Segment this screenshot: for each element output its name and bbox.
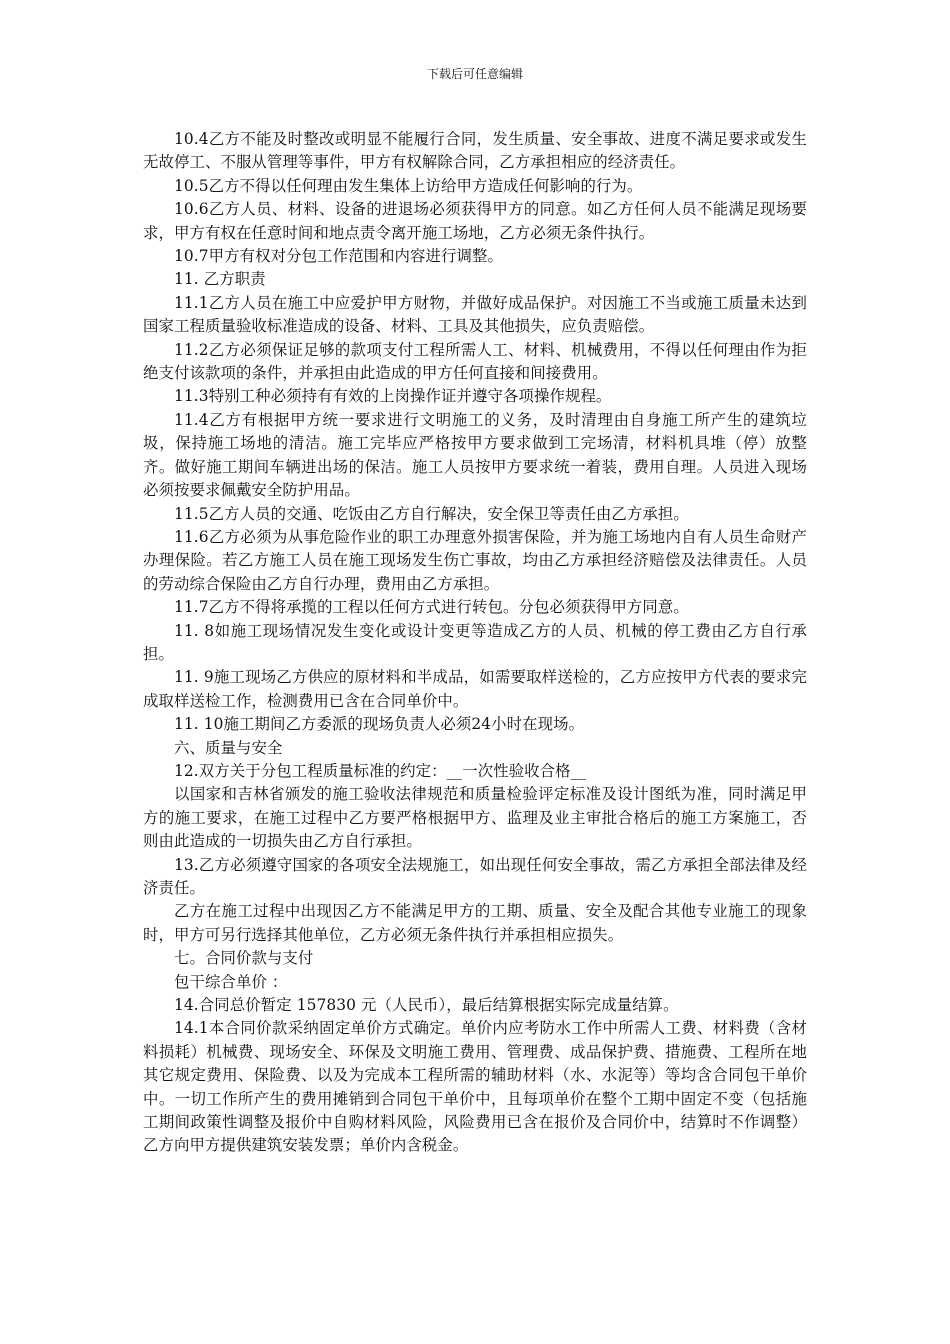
- clause-11-2: 11.2乙方必须保证足够的款项支付工程所需人工、材料、机械费用，不得以任何理由作为拒绝支付该款项的条件，并承担由此造成的甲方任何直接和间接费用。: [143, 340, 807, 383]
- clause-11-9: 11. 9施工现场乙方供应的原材料和半成品，如需要取样送检的，乙方应按甲方代表的要求完成取样送检工作，检测费用已含在合同单价中。: [143, 668, 807, 710]
- replacement-paragraph: 乙方在施工过程中出现因乙方不能满足甲方的工期、质量、安全及配合其他专业施工的现象时，甲方可另行选择其他单位，乙方必须无条件执行并承担相应损失。: [143, 902, 807, 944]
- clause-11-6: 11.6乙方必须为从事危险作业的职工办理意外损害保险，并为施工场地内自有人员生命财产办理保险。若乙方施工人员在施工现场发生伤亡事故，均由乙方承担经济赔偿及法律责任。人员的劳动综合保险由乙方自行办理，费用由乙方承担。: [143, 527, 807, 593]
- section-7-heading: 七。合同价款与支付: [174, 949, 314, 968]
- document-body: [143, 128, 807, 1158]
- clause-13: 13.乙方必须遵守国家的各项安全法规施工，如出现任何安全事故，需乙方承担全部法律及经济责任。: [143, 855, 807, 897]
- clause-11-3: 11.3特别工种必须持有有效的上岗操作证并遵守各项操作规程。: [174, 387, 612, 406]
- clause-14-1: 14.1本合同价款采纳固定单价方式确定。单价内应考防水工作中所需人工费、材料费（含材料损耗）机械费、现场安全、环保及文明施工费用、管理费、成品保护费、措施费、工程所在地其它规定费用、保险费、以及为完成本工程所需的辅助材料（水、水泥等）等均含合同包干单价中。一切工作所产生的费用摊销到合同包干单价中，且每项单价在整个工期中固定不变（包括施工期间政策性调整及报价中自购材料风险，风险费用已含在报价及合同价中，结算时不作调整）乙方向甲方提供建筑安装发票；单价内含税金。: [143, 1019, 807, 1155]
- clause-10-6: 10.6乙方人员、材料、设备的进退场必须获得甲方的同意。如乙方任何人员不能满足现场要求，甲方有权在任意时间和地点责令离开施工场地，乙方必须无条件执行。: [143, 200, 807, 242]
- clause-11-10: 11. 10施工期间乙方委派的现场负责人必须24小时在现场。: [174, 715, 585, 734]
- clause-11-1: 11.1乙方人员在施工中应爱护甲方财物，并做好成品保护。对因施工不当或施工质量未达到国家工程质量验收标准造成的设备、材料、工具及其他损失，应负责赔偿。: [143, 293, 807, 336]
- clause-12-fill: __一次性验收合格__: [446, 761, 587, 780]
- clause-11-8: 11. 8如施工现场情况发生变化或设计变更等造成乙方的人员、机械的停工费由乙方自行承担。: [143, 621, 807, 663]
- clause-10-7: 10.7甲方有权对分包工作范围和内容进行调整。: [174, 247, 503, 266]
- clause-12-prefix: 12.双方关于分包工程质量标准的约定：: [174, 761, 447, 780]
- clause-14: 14.合同总价暂定 157830 元（人民币），最后结算根据实际完成量结算。: [174, 996, 679, 1015]
- clause-11-5: 11.5乙方人员的交通、吃饭由乙方自行解决，安全保卫等责任由乙方承担。: [174, 504, 689, 523]
- section-6-heading: 六、质量与安全: [174, 738, 283, 757]
- quality-standard-paragraph: 以国家和吉林省颁发的施工验收法律规范和质量检验评定标准及设计图纸为准，同时满足甲方的施工要求，在施工过程中乙方要严格根据甲方、监理及业主审批合格后的施工方案施工，否则由此造成的一切损失由乙方自行承担。: [143, 785, 807, 851]
- clause-10-5: 10.5乙方不得以任何理由发生集体上访给甲方造成任何影响的行为。: [174, 176, 643, 195]
- clause-12: [143, 760, 807, 783]
- clause-10-4: 10.4乙方不能及时整改或明显不能履行合同，发生质量、安全事故、进度不满足要求或发生无故停工、不服从管理等事件，甲方有权解除合同，乙方承担相应的经济责任。: [143, 130, 807, 172]
- clause-11-7: 11.7乙方不得将承揽的工程以任何方式进行转包。分包必须获得甲方同意。: [174, 598, 689, 617]
- page-header-note: 下载后可任意编辑: [426, 67, 523, 81]
- section-11-heading: 11. 乙方职责: [174, 270, 266, 289]
- unit-price-label: 包干综合单价 ：: [174, 972, 288, 991]
- clause-11-4: 11.4乙方有根据甲方统一要求进行文明施工的义务，及时清理由自身施工所产生的建筑垃圾，保持施工场地的清洁。施工完毕应严格按甲方要求做到工完场清，材料机具堆（停）放整齐。做好施工期间车辆进出场的保洁。施工人员按甲方要求统一着装，费用自理。人员进入现场必须按要求佩戴安全防护用品。: [143, 410, 807, 500]
